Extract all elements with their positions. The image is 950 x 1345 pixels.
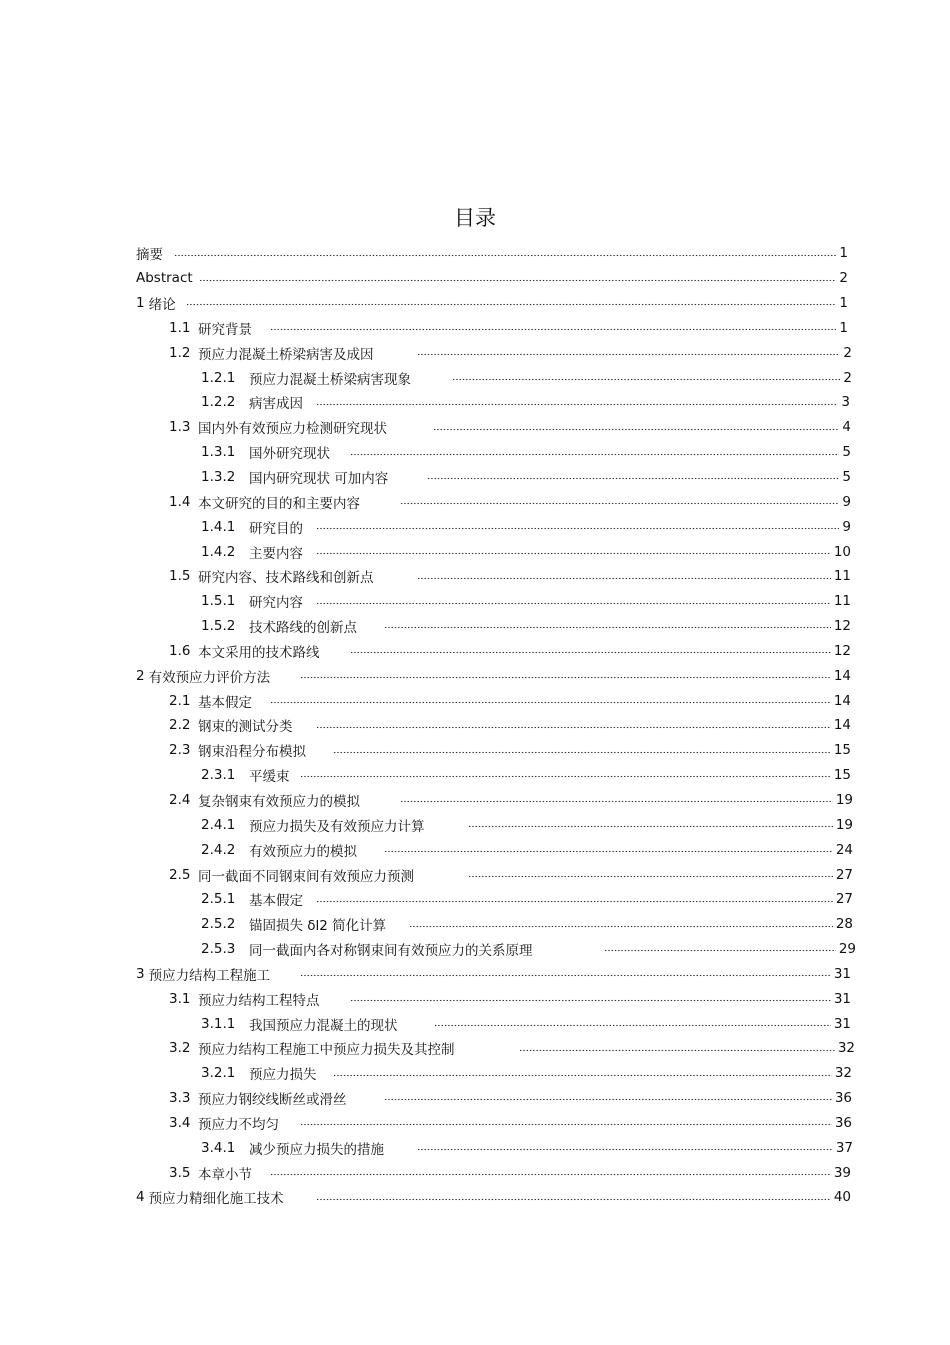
toc-entry-label: 钢束的测试分类 [198, 719, 293, 736]
toc-entry-page: 12 [833, 618, 851, 635]
toc-entry-page: 15 [833, 742, 851, 759]
toc-dot-leader [316, 598, 831, 608]
toc-dot-leader [468, 822, 833, 832]
toc-entry-label: 研究内容、技术路线和创新点 [198, 570, 374, 587]
toc-entry-label: 有效预应力的模拟 [249, 843, 357, 860]
toc-entry-label: 同一截面内各对称钢束间有效预应力的关系原理 [249, 943, 533, 960]
toc-entry-label: 研究背景 [198, 321, 252, 338]
toc-list [0, 241, 950, 1210]
toc-entry-number: 2.4 [169, 791, 191, 808]
toc-entry-number: 2.3.1 [201, 767, 236, 784]
toc-entry-number: 1.4.2 [201, 543, 236, 560]
toc-dot-leader [316, 524, 839, 534]
toc-entry-page: 15 [833, 767, 851, 784]
toc-dot-leader [384, 1095, 832, 1105]
toc-dot-leader [316, 722, 831, 732]
toc-title: 目录 [454, 206, 496, 230]
toc-entry-label: 预应力结构工程施工 [148, 967, 271, 984]
toc-entry-page: 19 [835, 816, 853, 833]
toc-dot-leader [270, 1170, 831, 1180]
toc-entry-number: 1.5 [169, 568, 191, 585]
toc-entry[interactable] [0, 465, 851, 490]
toc-entry[interactable] [0, 539, 851, 564]
toc-entry-label: 预应力损失 [249, 1067, 317, 1084]
toc-entry-label: 本章小节 [198, 1166, 252, 1183]
toc-entry[interactable] [0, 812, 853, 837]
toc-entry-number: 3.2 [169, 1040, 191, 1057]
toc-entry[interactable] [0, 1086, 852, 1111]
toc-entry-label: 绪论 [148, 297, 176, 314]
toc-entry-number: 3 [136, 965, 145, 982]
toc-dot-leader [300, 971, 831, 981]
toc-entry[interactable] [0, 887, 853, 912]
toc-entry-number: 2.3 [169, 742, 191, 759]
toc-dot-leader [333, 1070, 832, 1080]
toc-entry[interactable] [0, 514, 851, 539]
toc-dot-leader [199, 275, 837, 285]
toc-entry-number: 1.6 [169, 642, 191, 659]
toc-entry[interactable] [0, 614, 851, 639]
toc-entry[interactable] [0, 415, 851, 440]
toc-entry-label: 预应力不均匀 [198, 1116, 279, 1133]
toc-entry-page: 31 [833, 990, 851, 1007]
toc-dot-leader [300, 772, 831, 782]
toc-entry-label: 锚固损失 δl2 简化计算 [249, 918, 387, 935]
toc-entry-label: 基本假定 [249, 893, 303, 910]
toc-entry-label: 预应力精细化施工技术 [148, 1191, 284, 1208]
toc-entry-page: 37 [835, 1139, 853, 1156]
toc-entry-page: 14 [833, 692, 851, 709]
toc-entry-label: 钢束沿程分布模拟 [198, 744, 306, 761]
toc-entry-number: 3.1.1 [201, 1015, 236, 1032]
toc-entry-label: 摘要 [136, 247, 163, 264]
toc-entry[interactable] [0, 1036, 855, 1061]
toc-entry[interactable] [0, 1111, 852, 1136]
toc-entry[interactable] [0, 639, 851, 664]
toc-dot-leader [350, 648, 831, 658]
toc-entry-page: 11 [833, 593, 851, 610]
toc-entry-page: 9 [842, 493, 851, 510]
toc-entry-label: 减少预应力损失的措施 [249, 1141, 384, 1158]
toc-dot-leader [400, 797, 833, 807]
toc-entry-number: 2.5.3 [201, 941, 236, 958]
toc-entry[interactable] [0, 862, 853, 887]
toc-entry-number: 3.2.1 [201, 1065, 236, 1082]
toc-entry-page: 1 [839, 295, 848, 312]
toc-entry-label: 国外研究现状 [249, 446, 330, 463]
toc-dot-leader [300, 673, 831, 683]
toc-dot-leader [316, 896, 833, 906]
toc-entry[interactable] [0, 713, 851, 738]
toc-dot-leader [519, 1045, 835, 1055]
toc-entry[interactable] [0, 1011, 851, 1036]
toc-entry-page: 2 [843, 369, 852, 386]
toc-entry-label: 本文研究的目的和主要内容 [198, 495, 360, 512]
toc-entry-page: 2 [843, 344, 852, 361]
toc-dot-leader [452, 375, 840, 385]
toc-entry-page: 40 [833, 1189, 851, 1206]
toc-entry-number: 1.2.1 [201, 369, 236, 386]
toc-entry-number: 2 [136, 667, 145, 684]
toc-entry-label: 同一截面不同钢束间有效预应力预测 [198, 868, 414, 885]
toc-entry-number: 2.4.2 [201, 841, 236, 858]
toc-entry-number: 1.4.1 [201, 518, 236, 535]
toc-entry[interactable] [0, 365, 852, 390]
toc-entry-number: 2.4.1 [201, 816, 236, 833]
toc-entry[interactable] [0, 912, 853, 937]
toc-dot-leader [384, 623, 831, 633]
toc-entry-number: 3.4 [169, 1114, 191, 1131]
toc-entry-number: 1.3 [169, 419, 191, 436]
toc-entry-page: 10 [833, 543, 851, 560]
toc-entry[interactable] [0, 788, 853, 813]
toc-entry-page: 32 [834, 1065, 852, 1082]
toc-dot-leader [400, 499, 839, 509]
toc-entry-number: 3.3 [169, 1090, 191, 1107]
toc-entry[interactable] [0, 738, 851, 763]
toc-entry-label: 基本假定 [198, 694, 252, 711]
toc-entry[interactable] [0, 489, 851, 514]
toc-entry-label: 预应力结构工程特点 [198, 992, 320, 1009]
toc-entry[interactable] [0, 837, 853, 862]
toc-entry-page: 11 [833, 568, 851, 585]
toc-entry-number: 1.3.2 [201, 469, 236, 486]
toc-entry[interactable] [0, 1061, 852, 1086]
toc-entry-page: 14 [833, 717, 851, 734]
toc-entry-number: 2.1 [169, 692, 191, 709]
toc-dot-leader [316, 549, 831, 559]
toc-dot-leader [604, 946, 836, 956]
toc-entry-label: 有效预应力评价方法 [148, 669, 271, 686]
toc-entry-page: 1 [839, 319, 848, 336]
toc-dot-leader [417, 350, 840, 360]
toc-entry-label: 国内外有效预应力检测研究现状 [198, 421, 387, 438]
toc-entry-number: 1.3.1 [201, 444, 236, 461]
toc-entry-label: 预应力结构工程施工中预应力损失及其控制 [198, 1042, 455, 1059]
toc-entry-page: 32 [837, 1040, 855, 1057]
toc-entry[interactable] [0, 1185, 851, 1210]
toc-entry[interactable] [0, 266, 848, 291]
toc-dot-leader [427, 474, 839, 484]
toc-entry-number: 4 [136, 1189, 145, 1206]
toc-entry-number: 2.2 [169, 717, 191, 734]
toc-dot-leader [417, 573, 831, 583]
toc-entry[interactable] [0, 961, 851, 986]
toc-entry-label: 预应力混凝土桥梁病害及成因 [198, 346, 374, 363]
toc-entry-number: 1.2 [169, 344, 191, 361]
toc-entry-number: 1.4 [169, 493, 191, 510]
toc-entry-number: 1.5.2 [201, 618, 236, 635]
toc-entry-page: 27 [835, 891, 853, 908]
toc-entry-page: 5 [842, 444, 851, 461]
toc-entry-page: 36 [834, 1090, 852, 1107]
toc-entry[interactable] [0, 663, 851, 688]
toc-dot-leader [468, 872, 833, 882]
toc-entry-number: 3.1 [169, 990, 191, 1007]
toc-entry[interactable] [0, 340, 852, 365]
toc-entry[interactable] [0, 763, 851, 788]
toc-dot-leader [316, 1194, 831, 1204]
toc-entry-label: 我国预应力混凝土的现状 [249, 1017, 398, 1034]
toc-entry-number: 2.5 [169, 866, 191, 883]
toc-entry-number: 1.1 [169, 319, 191, 336]
toc-entry-page: 5 [842, 469, 851, 486]
toc-entry[interactable] [0, 986, 851, 1011]
toc-entry-label: 研究内容 [249, 595, 303, 612]
toc-entry-page: 19 [835, 791, 853, 808]
toc-entry-label: 本文采用的技术路线 [198, 644, 320, 661]
toc-entry[interactable] [0, 316, 848, 341]
toc-entry-number: 3.4.1 [201, 1139, 236, 1156]
toc-entry-number: 3.5 [169, 1164, 191, 1181]
toc-entry-label: 预应力损失及有效预应力计算 [249, 818, 425, 835]
toc-entry-page: 24 [835, 841, 853, 858]
toc-entry[interactable] [0, 241, 848, 266]
toc-entry-label: 主要内容 [249, 545, 303, 562]
toc-dot-leader [270, 325, 836, 335]
toc-entry-number: 2.5.2 [201, 916, 236, 933]
toc-entry-page: 36 [834, 1114, 852, 1131]
toc-entry-page: 12 [833, 642, 851, 659]
toc-entry[interactable] [0, 937, 856, 962]
toc-entry-page: 27 [835, 866, 853, 883]
toc-entry[interactable] [0, 1160, 851, 1185]
toc-dot-leader [417, 1145, 833, 1155]
toc-entry-page: 39 [833, 1164, 851, 1181]
toc-entry-number: 2.5.1 [201, 891, 236, 908]
toc-entry-number: 1.2.2 [201, 394, 236, 411]
toc-entry-page: 14 [833, 667, 851, 684]
toc-entry-page: 31 [833, 1015, 851, 1032]
toc-dot-leader [174, 250, 836, 260]
toc-entry-label: 预应力混凝土桥梁病害现象 [249, 371, 411, 388]
toc-dot-leader [350, 996, 831, 1006]
toc-entry[interactable] [0, 440, 851, 465]
toc-dot-leader [300, 1120, 832, 1130]
toc-dot-leader [433, 424, 839, 434]
toc-entry-label: 技术路线的创新点 [249, 620, 357, 637]
toc-entry[interactable] [0, 688, 851, 713]
toc-entry-label: 病害成因 [249, 396, 303, 413]
toc-entry-number: 1.5.1 [201, 593, 236, 610]
toc-entry-label: 复杂钢束有效预应力的模拟 [198, 793, 360, 810]
toc-entry-label: 平缓束 [249, 769, 290, 786]
toc-entry-label: 预应力钢绞线断丝或滑丝 [198, 1092, 347, 1109]
toc-entry-label: Abstract [136, 270, 193, 287]
toc-entry[interactable] [0, 589, 851, 614]
toc-entry-label: 研究目的 [249, 520, 303, 537]
toc-entry-page: 4 [842, 419, 851, 436]
toc-entry[interactable] [0, 291, 848, 316]
toc-dot-leader [186, 300, 836, 310]
toc-entry-page: 3 [841, 394, 850, 411]
toc-entry[interactable] [0, 390, 850, 415]
toc-entry-page: 1 [839, 245, 848, 262]
toc-dot-leader [384, 847, 833, 857]
toc-entry-number: 1 [136, 295, 145, 312]
toc-dot-leader [434, 1021, 831, 1031]
toc-entry-page: 28 [835, 916, 853, 933]
toc-entry[interactable] [0, 1135, 853, 1160]
toc-entry-page: 2 [839, 270, 848, 287]
toc-entry[interactable] [0, 564, 851, 589]
toc-entry-page: 29 [838, 941, 856, 958]
toc-entry-page: 31 [833, 965, 851, 982]
toc-dot-leader [350, 449, 839, 459]
toc-dot-leader [333, 747, 831, 757]
toc-dot-leader [270, 698, 831, 708]
toc-entry-label: 国内研究现状 可加内容 [249, 471, 389, 488]
toc-dot-leader [409, 921, 833, 931]
toc-entry-page: 9 [842, 518, 851, 535]
toc-dot-leader [316, 399, 838, 409]
